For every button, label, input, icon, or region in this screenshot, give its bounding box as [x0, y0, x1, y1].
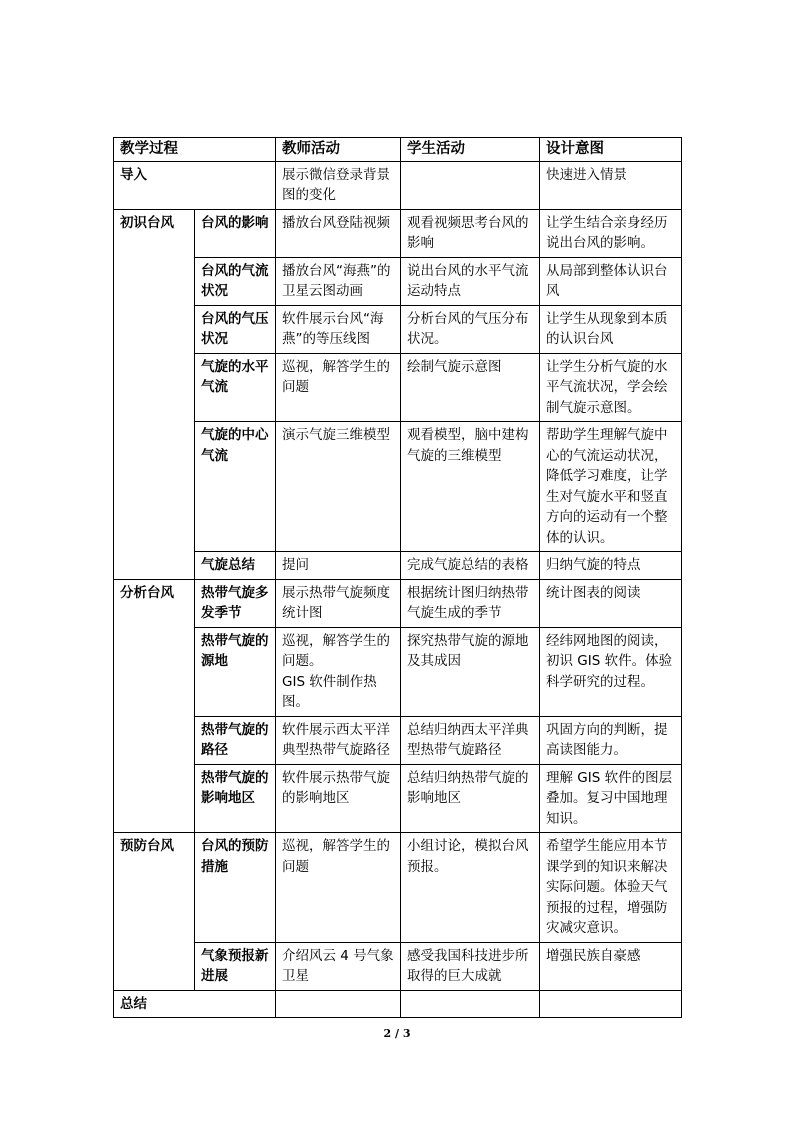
stage-cell: 预防台风 [114, 833, 195, 991]
table-row [114, 716, 682, 764]
student-cell: 说出台风的水平气流运动特点 [401, 257, 540, 305]
sub-topic-cell: 气象预报新进展 [195, 942, 276, 990]
student-cell [401, 161, 540, 209]
intent-cell: 归纳气旋的特点 [540, 552, 682, 580]
student-cell: 观看视频思考台风的影响 [401, 209, 540, 257]
table-row [114, 257, 682, 305]
table-row [114, 833, 682, 943]
table-row [114, 209, 682, 257]
stage-cell: 分析台风 [114, 579, 195, 833]
student-cell [401, 990, 540, 1018]
table-row [114, 579, 682, 627]
header-row [114, 138, 682, 162]
sub-topic-cell: 热带气旋的影响地区 [195, 764, 276, 833]
header-student: 学生活动 [401, 138, 540, 162]
student-cell: 小组讨论，模拟台风预报。 [401, 833, 540, 943]
table-row [114, 552, 682, 580]
student-cell: 探究热带气旋的源地及其成因 [401, 627, 540, 716]
student-cell: 总结归纳热带气旋的影响地区 [401, 764, 540, 833]
intent-cell: 统计图表的阅读 [540, 579, 682, 627]
student-cell: 完成气旋总结的表格 [401, 552, 540, 580]
teacher-cell: 播放台风“海燕”的卫星云图动画 [276, 257, 401, 305]
teacher-cell: 提问 [276, 552, 401, 580]
intent-cell: 让学生分析气旋的水平气流状况，学会绘制气旋示意图。 [540, 353, 682, 422]
teacher-cell: 展示微信登录背景图的变化 [276, 161, 401, 209]
sub-topic-cell: 热带气旋的源地 [195, 627, 276, 716]
sub-topic-cell: 气旋的水平气流 [195, 353, 276, 422]
sub-topic-cell: 台风的影响 [195, 209, 276, 257]
lesson-plan-table [113, 137, 682, 1018]
teacher-cell: 巡视，解答学生的问题 [276, 833, 401, 943]
teacher-cell [276, 627, 401, 716]
intent-cell: 让学生从现象到本质的认识台风 [540, 305, 682, 353]
teacher-cell: 软件展示热带气旋的影响地区 [276, 764, 401, 833]
student-cell: 观看模型，脑中建构气旋的三维模型 [401, 422, 540, 552]
table-row [114, 353, 682, 422]
intent-cell: 快速进入情景 [540, 161, 682, 209]
header-intent: 设计意图 [540, 138, 682, 162]
intent-cell: 让学生结合亲身经历说出台风的影响。 [540, 209, 682, 257]
student-cell: 分析台风的气压分布状况。 [401, 305, 540, 353]
sub-topic-cell: 台风的气流状况 [195, 257, 276, 305]
intent-cell: 从局部到整体认识台风 [540, 257, 682, 305]
student-cell: 总结归纳西太平洋典型热带气旋路径 [401, 716, 540, 764]
sub-topic-cell: 气旋的中心气流 [195, 422, 276, 552]
sub-topic-cell: 台风的预防措施 [195, 833, 276, 943]
student-cell: 绘制气旋示意图 [401, 353, 540, 422]
intent-cell [540, 990, 682, 1018]
stage-intro: 导入 [114, 161, 276, 209]
table-row [114, 627, 682, 716]
intent-cell: 理解 GIS 软件的图层叠加。复习中国地理知识。 [540, 764, 682, 833]
header-teacher: 教师活动 [276, 138, 401, 162]
summary-row [114, 990, 682, 1018]
stage-cell: 初识台风 [114, 209, 195, 579]
student-cell: 根据统计图归纳热带气旋生成的季节 [401, 579, 540, 627]
sub-topic-cell: 台风的气压状况 [195, 305, 276, 353]
sub-topic-cell: 热带气旋多发季节 [195, 579, 276, 627]
intent-cell: 巩固方向的判断，提高读图能力。 [540, 716, 682, 764]
page-number: 2 / 3 [383, 1027, 411, 1040]
teacher-text: 巡视，解答学生的问题。 [282, 632, 390, 669]
teacher-text-extra: GIS 软件制作热图。 [282, 673, 377, 710]
intent-cell: 增强民族自豪感 [540, 942, 682, 990]
teacher-cell: 巡视，解答学生的问题 [276, 353, 401, 422]
stage-summary: 总结 [114, 990, 276, 1018]
table-row [114, 764, 682, 833]
sub-topic-cell: 气旋总结 [195, 552, 276, 580]
intent-cell: 帮助学生理解气旋中心的气流运动状况，降低学习难度，让学生对气旋水平和竖直方向的运动有一个整体的认识。 [540, 422, 682, 552]
teacher-cell: 播放台风登陆视频 [276, 209, 401, 257]
table-row [114, 305, 682, 353]
table-row [114, 942, 682, 990]
teacher-cell [276, 990, 401, 1018]
intent-cell: 希望学生能应用本节课学到的知识来解决实际问题。体验天气预报的过程，增强防灾减灾意识。 [540, 833, 682, 943]
teacher-cell: 演示气旋三维模型 [276, 422, 401, 552]
intent-cell: 经纬网地图的阅读，初识 GIS 软件。体验科学研究的过程。 [540, 627, 682, 716]
teacher-cell: 介绍风云 4 号气象卫星 [276, 942, 401, 990]
teacher-cell: 软件展示西太平洋典型热带气旋路径 [276, 716, 401, 764]
header-process: 教学过程 [114, 138, 276, 162]
student-cell: 感受我国科技进步所取得的巨大成就 [401, 942, 540, 990]
sub-topic-cell: 热带气旋的路径 [195, 716, 276, 764]
table-row [114, 422, 682, 552]
teacher-cell: 软件展示台风“海燕”的等压线图 [276, 305, 401, 353]
teacher-cell: 展示热带气旋频度统计图 [276, 579, 401, 627]
intro-row [114, 161, 682, 209]
